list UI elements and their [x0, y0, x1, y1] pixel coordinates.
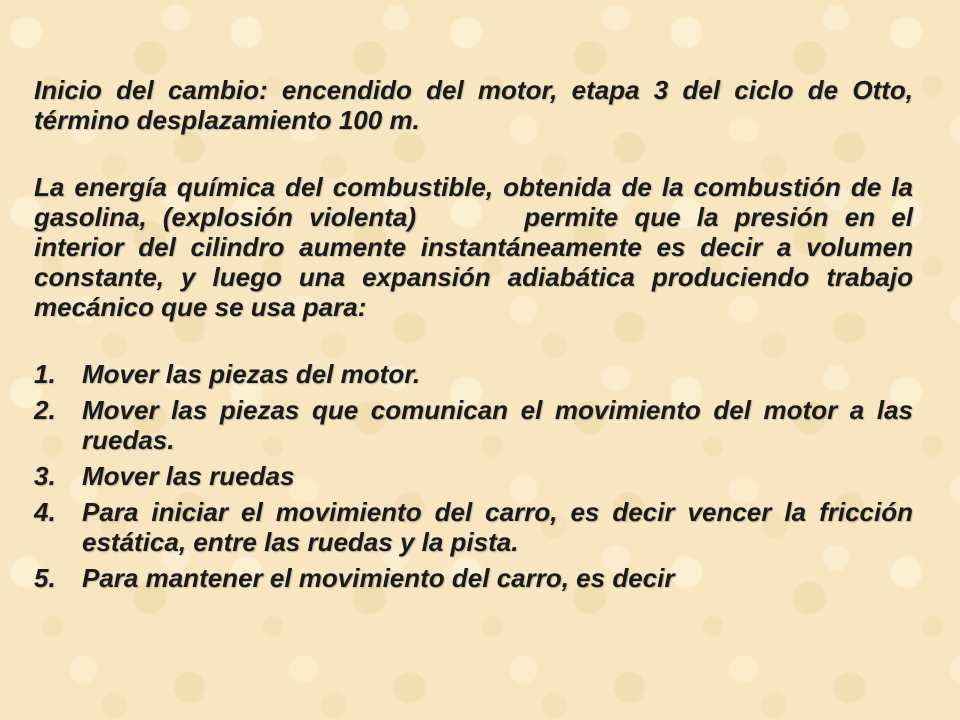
list-item-text: Para mantener el movimiento del carro, es decir: [82, 563, 675, 593]
slide-content: [34, 75, 913, 599]
list-item: [34, 395, 913, 455]
list-item-number: 3.: [34, 461, 56, 491]
list-item-text: Para iniciar el movimiento del carro, es decir vencer la fricción estática, entre las ruedas y la pista.: [82, 497, 913, 557]
list-item-text: Mover las piezas que comunican el movimiento del motor a las ruedas.: [82, 395, 913, 455]
energy-paragraph-part2: permite que la presión en el interior del cilindro aumente instantáneamente es decir a volumen constante, y luego una expansión adiabática produciendo trabajo mecánico que se usa para:: [34, 202, 913, 322]
uses-list: [34, 359, 913, 593]
list-item-number: 4.: [34, 497, 56, 527]
energy-paragraph-part1: La energía química del combustible, obtenida de la combustión de la gasolina, (explosión violenta): [34, 172, 913, 232]
list-item: [34, 359, 913, 389]
list-item-number: 2.: [34, 395, 56, 425]
list-item: [34, 563, 913, 593]
list-item: [34, 461, 913, 491]
intro-paragraph: Inicio del cambio: encendido del motor, etapa 3 del ciclo de Otto, término desplazamiento 100 m.: [34, 75, 913, 135]
list-item-text: Mover las ruedas: [82, 461, 295, 491]
energy-paragraph: [34, 172, 913, 322]
list-item-text: Mover las piezas del motor.: [82, 359, 421, 389]
list-item: [34, 497, 913, 557]
list-item-number: 1.: [34, 359, 56, 389]
list-item-number: 5.: [34, 563, 56, 593]
